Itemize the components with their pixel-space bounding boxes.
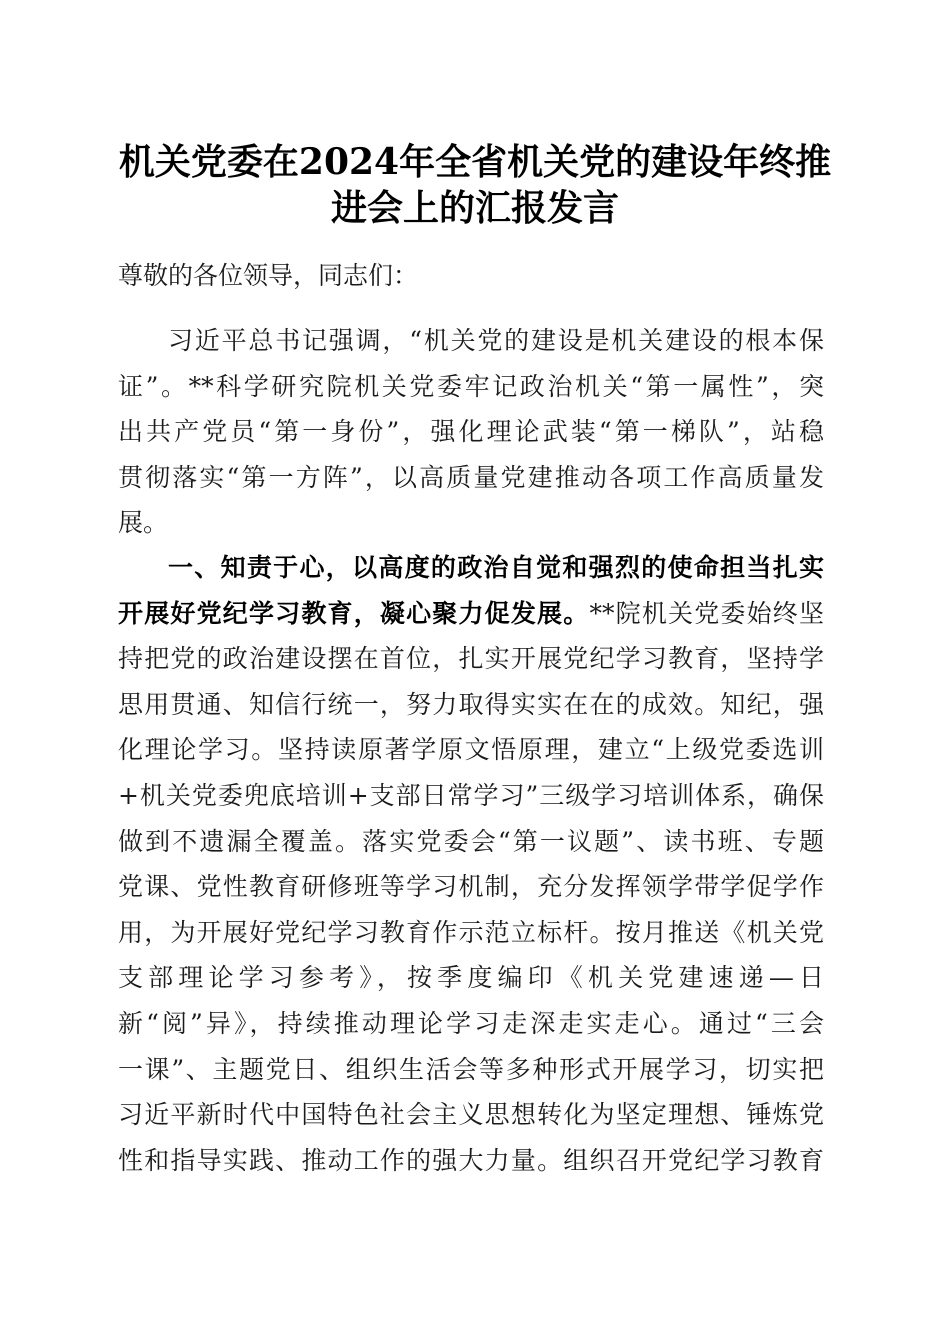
paragraph-line: 思用贯通、知信行统一，努力取得实实在在的成效。知纪，强 [118,689,824,719]
paragraph-intro [118,318,824,546]
paragraph-line: 贯彻落实“第一方阵”，以高质量党建推动各项工作高质量发 [118,462,824,492]
section-text-run: **院机关党委始终坚 [589,598,824,628]
paragraph-line: 习近平总书记强调，“机关党的建设是机关建设的根本保 [168,326,824,355]
salutation: 尊敬的各位领导，同志们： [118,261,419,290]
paragraph-line: 性和指导实践、推动工作的强大力量。组织召开党纪学习教育 [118,1145,824,1175]
paragraph-line: 新“阅”异》，持续推动理论学习走深走实走心。通过“三会 [118,1008,824,1038]
paragraph-line: 用，为开展好党纪学习教育作示范立标杆。按月推送《机关党 [118,917,824,947]
section-heading-bold-run: 开展好党纪学习教育，凝心聚力促发展。 [118,598,590,628]
paragraph-line: +机关党委兜底培训+支部日常学习”三级学习培训体系，确保 [118,780,824,810]
section-heading-line-2 [118,591,824,637]
paragraph-line: 党课、党性教育研修班等学习机制，充分发挥领学带学促学作 [118,872,824,902]
section-heading-line-1: 一、知责于心，以高度的政治自觉和强烈的使命担当扎实 [168,553,824,582]
paragraph-line: 出共产党员“第一身份”，强化理论武装“第一梯队”，站稳 [118,417,824,447]
paragraph-line: 一课”、主题党日、组织生活会等多种形式开展学习，切实把 [118,1054,824,1084]
paragraph-line: 习近平新时代中国特色社会主义思想转化为坚定理想、锤炼党 [118,1100,824,1130]
paragraph-line: 化理论学习。坚持读原著学原文悟原理，建立“上级党委选训 [118,735,824,765]
paragraph-line: 展。 [118,508,169,538]
document-title-line-2: 进会上的汇报发言 [330,187,619,229]
paragraph-section-one [118,545,824,1183]
paragraph-line: 持把党的政治建设摆在首位，扎实开展党纪学习教育，坚持学 [118,644,824,674]
paragraph-line: 做到不遗漏全覆盖。落实党委会“第一议题”、读书班、专题 [118,826,824,856]
document-title-line-1: 机关党委在2024年全省机关党的建设年终推 [118,141,832,183]
paragraph-line: 支部理论学习参考》，按季度编印《机关党建速递—日 [118,963,824,993]
paragraph-line: 证”。**科学研究院机关党委牢记政治机关“第一属性”，突 [118,371,824,401]
